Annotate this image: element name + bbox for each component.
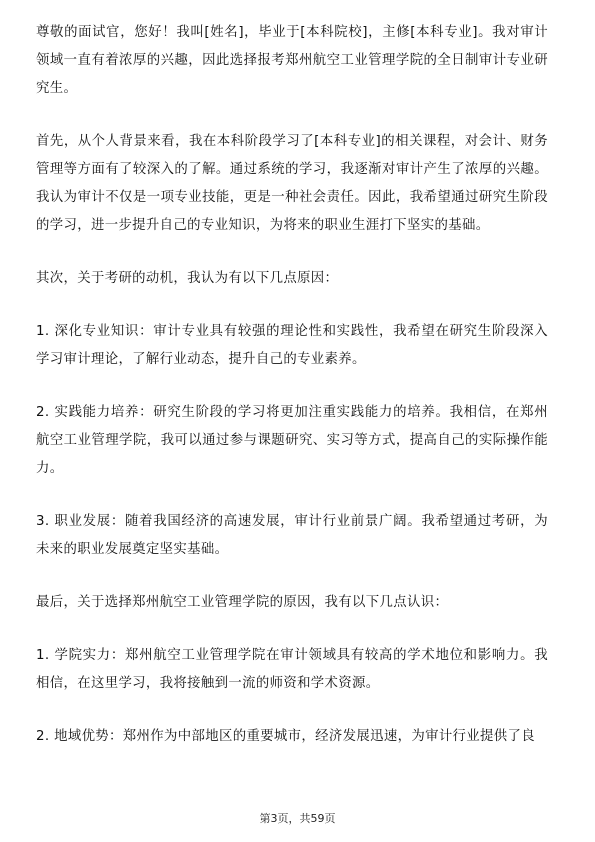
paragraph-school-choice-intro: 最后，关于选择郑州航空工业管理学院的原因，我有以下几点认识： — [36, 595, 449, 610]
list-item-regional-advantage: 2. 地域优势：郑州作为中部地区的重要城市，经济发展迅速，为审计行业提供了良 — [36, 729, 536, 744]
list-item-school-strength: 1. 学院实力：郑州航空工业管理学院在审计领域具有较高的学术地位和影响力。我相信，在这里学习，我将接触到一流的师资和学术资源。 — [36, 648, 548, 691]
paragraph-background: 首先，从个人背景来看，我在本科阶段学习了[本科专业]的相关课程，对会计、财务管理等方面有了较深入的了解。通过系统的学习，我逐渐对审计产生了浓厚的兴趣。我认为审计不仅是一项专业技能，更是一种社会责任。因此，我希望通过研究生阶段的学习，进一步提升自己的专业知识，为将来的职业生涯打下坚实的基础。 — [36, 134, 548, 233]
paragraph-greeting: 尊敬的面试官，您好！我叫[姓名]，毕业于[本科院校]，主修[本科专业]。我对审计领域一直有着浓厚的兴趣，因此选择报考郑州航空工业管理学院的全日制审计专业研究生。 — [36, 25, 548, 96]
list-item-deepen-knowledge: 1. 深化专业知识：审计专业具有较强的理论性和实践性，我希望在研究生阶段深入学习审计理论，了解行业动态，提升自己的专业素养。 — [36, 324, 548, 367]
page-number-footer: 第3页，共59页 — [259, 812, 336, 825]
paragraph-motivation-intro: 其次，关于考研的动机，我认为有以下几点原因： — [36, 271, 339, 286]
list-item-practical-ability: 2. 实践能力培养：研究生阶段的学习将更加注重实践能力的培养。我相信，在郑州航空工业管理学院，我可以通过参与课题研究、实习等方式，提高自己的实际操作能力。 — [36, 405, 548, 476]
list-item-career-development: 3. 职业发展：随着我国经济的高速发展，审计行业前景广阔。我希望通过考研，为未来的职业发展奠定坚实基础。 — [36, 514, 548, 557]
